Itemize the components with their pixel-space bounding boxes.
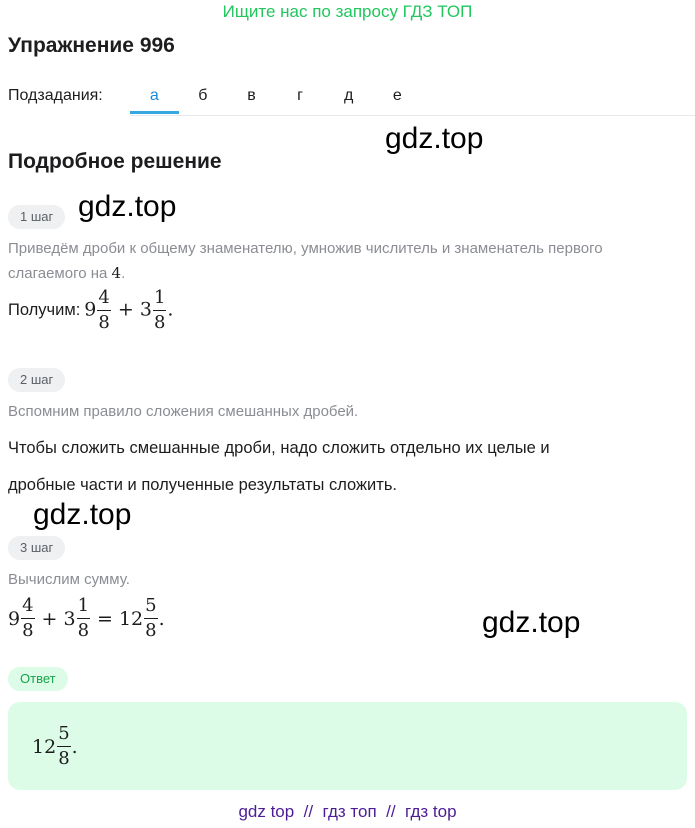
math-whole: 9	[84, 298, 97, 321]
denominator: 8	[77, 620, 90, 641]
answer-badge: Ответ	[8, 667, 68, 691]
watermark: gdz.top	[482, 606, 581, 639]
math-whole: 9	[8, 607, 21, 630]
punctuation: .	[158, 607, 165, 630]
punctuation: .	[121, 265, 126, 282]
watermark: gdz.top	[385, 122, 484, 155]
denominator: 8	[98, 312, 110, 333]
step-text	[8, 237, 688, 286]
numerator: 1	[153, 287, 166, 308]
step-text-line: Приведём дроби к общему знаменателю, умножив числитель и знаменатель первого	[8, 240, 603, 257]
math-fraction	[153, 288, 166, 333]
numerator: 4	[22, 595, 34, 616]
step-hint: Вычислим сумму.	[8, 571, 130, 588]
rule-text-line: Чтобы сложить смешанные дроби, надо сложить отдельно их целые и	[8, 439, 550, 457]
step-hint: Вспомним правило сложения смешанных дробей.	[8, 403, 359, 420]
step-badge: 1 шаг	[8, 205, 65, 229]
step-text-part: слагаемого на	[8, 265, 108, 282]
step-result	[8, 288, 173, 333]
math-whole: 12	[32, 735, 57, 758]
denominator: 8	[153, 312, 166, 333]
answer-box	[8, 702, 687, 790]
math-fraction	[144, 596, 157, 641]
numerator: 4	[98, 287, 110, 308]
math-fraction	[97, 288, 110, 333]
math-fraction	[21, 596, 34, 641]
tab-v[interactable]: в	[247, 87, 256, 104]
denominator: 8	[22, 620, 34, 641]
math-expression	[84, 288, 173, 333]
tab-d[interactable]: д	[344, 87, 354, 104]
top-banner: Ищите нас по запросу ГДЗ ТОП	[222, 2, 473, 21]
subtasks-label: Подзадания:	[8, 87, 103, 104]
numerator: 5	[145, 595, 157, 616]
math-whole: 12	[118, 607, 144, 630]
section-title: Подробное решение	[8, 150, 222, 173]
math-fraction	[77, 596, 90, 641]
math-number: 4	[111, 264, 122, 282]
tab-b[interactable]: б	[198, 87, 208, 104]
math-fraction	[57, 724, 70, 769]
step-badge: 3 шаг	[8, 536, 65, 560]
answer-expression	[32, 724, 78, 769]
step-text-line	[8, 261, 688, 286]
watermark: gdz.top	[33, 498, 132, 531]
numerator: 5	[58, 723, 70, 744]
math-expression	[8, 596, 165, 641]
tab-a[interactable]: а	[130, 78, 179, 114]
math-whole: 3	[139, 298, 152, 321]
result-label: Получим:	[8, 301, 81, 319]
numerator: 1	[77, 595, 90, 616]
punctuation: .	[167, 298, 174, 321]
page-title: Упражнение 996	[8, 34, 175, 57]
math-whole: 3	[63, 607, 76, 630]
step-badge: 2 шаг	[8, 368, 65, 392]
math-operator: +	[117, 298, 134, 321]
math-operator: +	[41, 607, 58, 630]
watermark: gdz.top	[78, 190, 177, 223]
tab-g[interactable]: г	[297, 87, 303, 104]
denominator: 8	[58, 748, 70, 769]
tabs-divider	[130, 115, 695, 116]
rule-text-line: дробные части и полученные результаты сложить.	[8, 476, 398, 494]
tab-e[interactable]: е	[392, 87, 402, 104]
subtask-tabs	[130, 78, 422, 114]
punctuation: .	[71, 735, 78, 758]
denominator: 8	[145, 620, 157, 641]
math-equals: =	[97, 607, 113, 630]
footer-links: gdz top // гдз топ // гдз top	[238, 802, 457, 821]
